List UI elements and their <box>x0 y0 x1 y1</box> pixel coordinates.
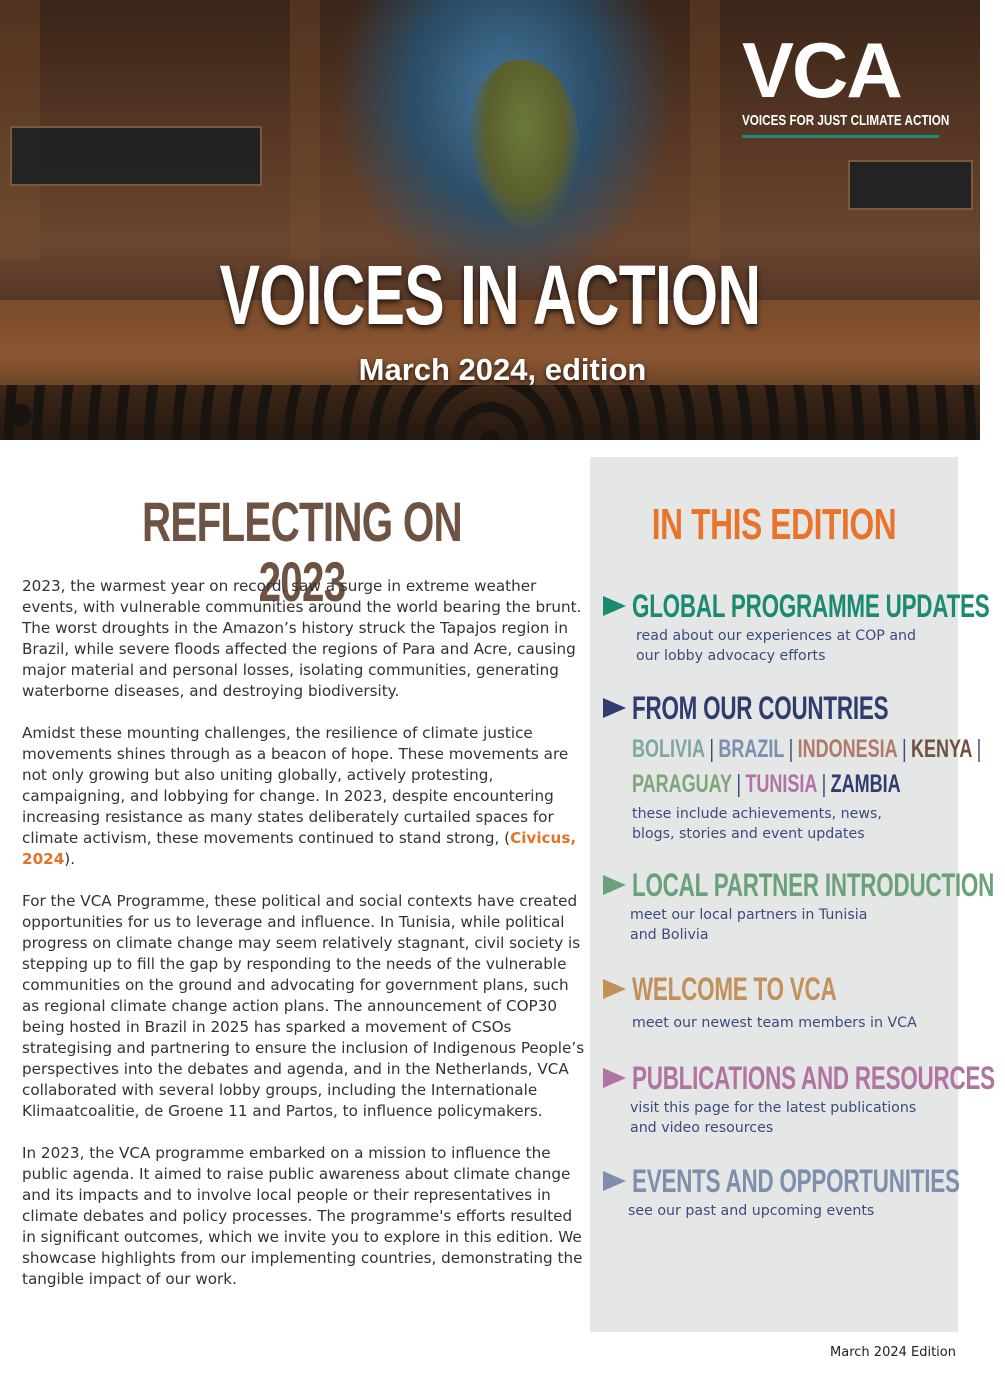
article-paragraph: For the VCA Programme, these political and social contexts have created opportunities for us to leverage and influence. In Tunisia, while political progress on climate change may seem relatively stagnant, civil society is stepping up to fill the gap by responding to the needs of the vulnerable communities on the ground and advocating for government plans, such as regional climate change action plans. The announcement of COP30 being hosted in Brazil in 2025 has sparked a movement of CSOs strategising and partnering to ensure the inclusion of Indigenous People’s perspectives into the debates and agenda, and in the Netherlands, VCA collaborated with several lobby groups, including the Internationale Klimaatcoalitie, de Groene 11 and Partos, to influence policymakers. <box>22 892 585 1120</box>
hall-screen <box>848 160 973 210</box>
civicus-citation-link[interactable]: Civicus, 2024 <box>22 829 577 868</box>
country-link-brazil[interactable]: BRAZIL <box>718 735 785 763</box>
toc-item-title: GLOBAL PROGRAMME UPDATES <box>632 588 990 624</box>
toc-item-description: these include achievements, news, blogs, stories and event updates <box>632 806 882 842</box>
hero-banner <box>0 0 980 440</box>
article-heading: REFLECTING ON 2023 <box>142 490 462 613</box>
article-body <box>22 576 587 1311</box>
hero-title: VOICES IN ACTION <box>219 248 761 342</box>
logo-mark: VCA <box>742 26 901 114</box>
toc-item-title: EVENTS AND OPPORTUNITIES <box>632 1163 960 1199</box>
country-link-paraguay[interactable]: PARAGUAY <box>632 770 733 798</box>
hall-screen <box>10 126 262 186</box>
toc-item-title: WELCOME TO VCA <box>632 971 837 1007</box>
toc-item-title: LOCAL PARTNER INTRODUCTION <box>632 867 995 903</box>
toc-item-from-our-countries[interactable] <box>603 690 982 844</box>
audience-silhouettes <box>0 385 980 440</box>
triangle-arrow-icon <box>603 979 626 999</box>
triangle-arrow-icon <box>603 1068 626 1088</box>
toc-item-description: meet our local partners in Tunisia and Bolivia <box>630 907 868 943</box>
globe-illustration <box>470 60 580 230</box>
logo-underline <box>742 135 939 138</box>
toc-item-description: see our past and upcoming events <box>628 1203 875 1219</box>
country-link-kenya[interactable]: KENYA <box>910 735 973 763</box>
hero-subtitle: March 2024, edition <box>358 352 647 387</box>
vca-logo <box>742 26 950 138</box>
toc-item-title: FROM OUR COUNTRIES <box>632 690 889 726</box>
country-link-bolivia[interactable]: BOLIVIA <box>632 735 706 763</box>
hall-pillar <box>290 0 320 260</box>
footer-edition-label: March 2024 Edition <box>830 1345 956 1360</box>
toc-item-welcome-to-vca[interactable] <box>603 971 948 1033</box>
country-list: BOLIVIA | BRAZIL | INDONESIA | KENYA | PARAGUAY | TUNISIA | ZAMBIA <box>632 735 982 798</box>
article-paragraph: In 2023, the VCA programme embarked on a mission to influence the public agenda. It aimed to raise public awareness about climate change and its impacts and to involve local people or their representatives in climate debates and policy processes. The programme's efforts resulted in significant outcomes, which we invite you to explore in this edition. We showcase highlights from our implementing countries, demonstrating the tangible impact of our work. <box>22 1144 583 1288</box>
article-paragraph: Amidst these mounting challenges, the resilience of climate justice movements shines through as a beacon of hope. These movements are not only growing but also uniting globally, actively protesting, campaigning, and lobbying for change. In 2023, despite encountering increasing resistance as many states deliberately curtailed spaces for climate activism, these movements continued to stand strong, (Civicus, 2024). <box>22 724 577 868</box>
triangle-arrow-icon <box>603 596 626 616</box>
country-link-zambia[interactable]: ZAMBIA <box>830 770 901 798</box>
toc-item-description: read about our experiences at COP and our lobby advocacy efforts <box>636 628 917 664</box>
hall-pillar <box>690 0 720 260</box>
toc-item-description: visit this page for the latest publications and video resources <box>630 1100 917 1136</box>
country-link-indonesia[interactable]: INDONESIA <box>797 735 898 763</box>
triangle-arrow-icon <box>603 698 626 718</box>
toc-item-title: PUBLICATIONS AND RESOURCES <box>632 1060 995 1096</box>
toc-item-events-and-opportunities[interactable] <box>603 1163 960 1221</box>
toc-title: IN THIS EDITION <box>651 500 897 549</box>
article-paragraph: 2023, the warmest year on record, saw a surge in extreme weather events, with vulnerable communities around the world bearing the brunt. The worst droughts in the Amazon’s history struck the Tapajos region in Brazil, while severe floods affected the regions of Para and Acre, causing major material and personal losses, isolating communities, generating waterborne diseases, and destroying biodiversity. <box>22 577 582 700</box>
triangle-arrow-icon <box>603 1171 626 1191</box>
toc-item-local-partner-introduction[interactable] <box>603 867 995 945</box>
toc-item-global-programme-updates[interactable] <box>603 588 990 666</box>
country-link-tunisia[interactable]: TUNISIA <box>745 770 818 798</box>
logo-tagline: VOICES FOR JUST CLIMATE ACTION <box>742 112 950 129</box>
triangle-arrow-icon <box>603 875 626 895</box>
toc-item-publications-and-resources[interactable] <box>603 1060 995 1138</box>
toc-item-description: meet our newest team members in VCA <box>632 1015 917 1031</box>
